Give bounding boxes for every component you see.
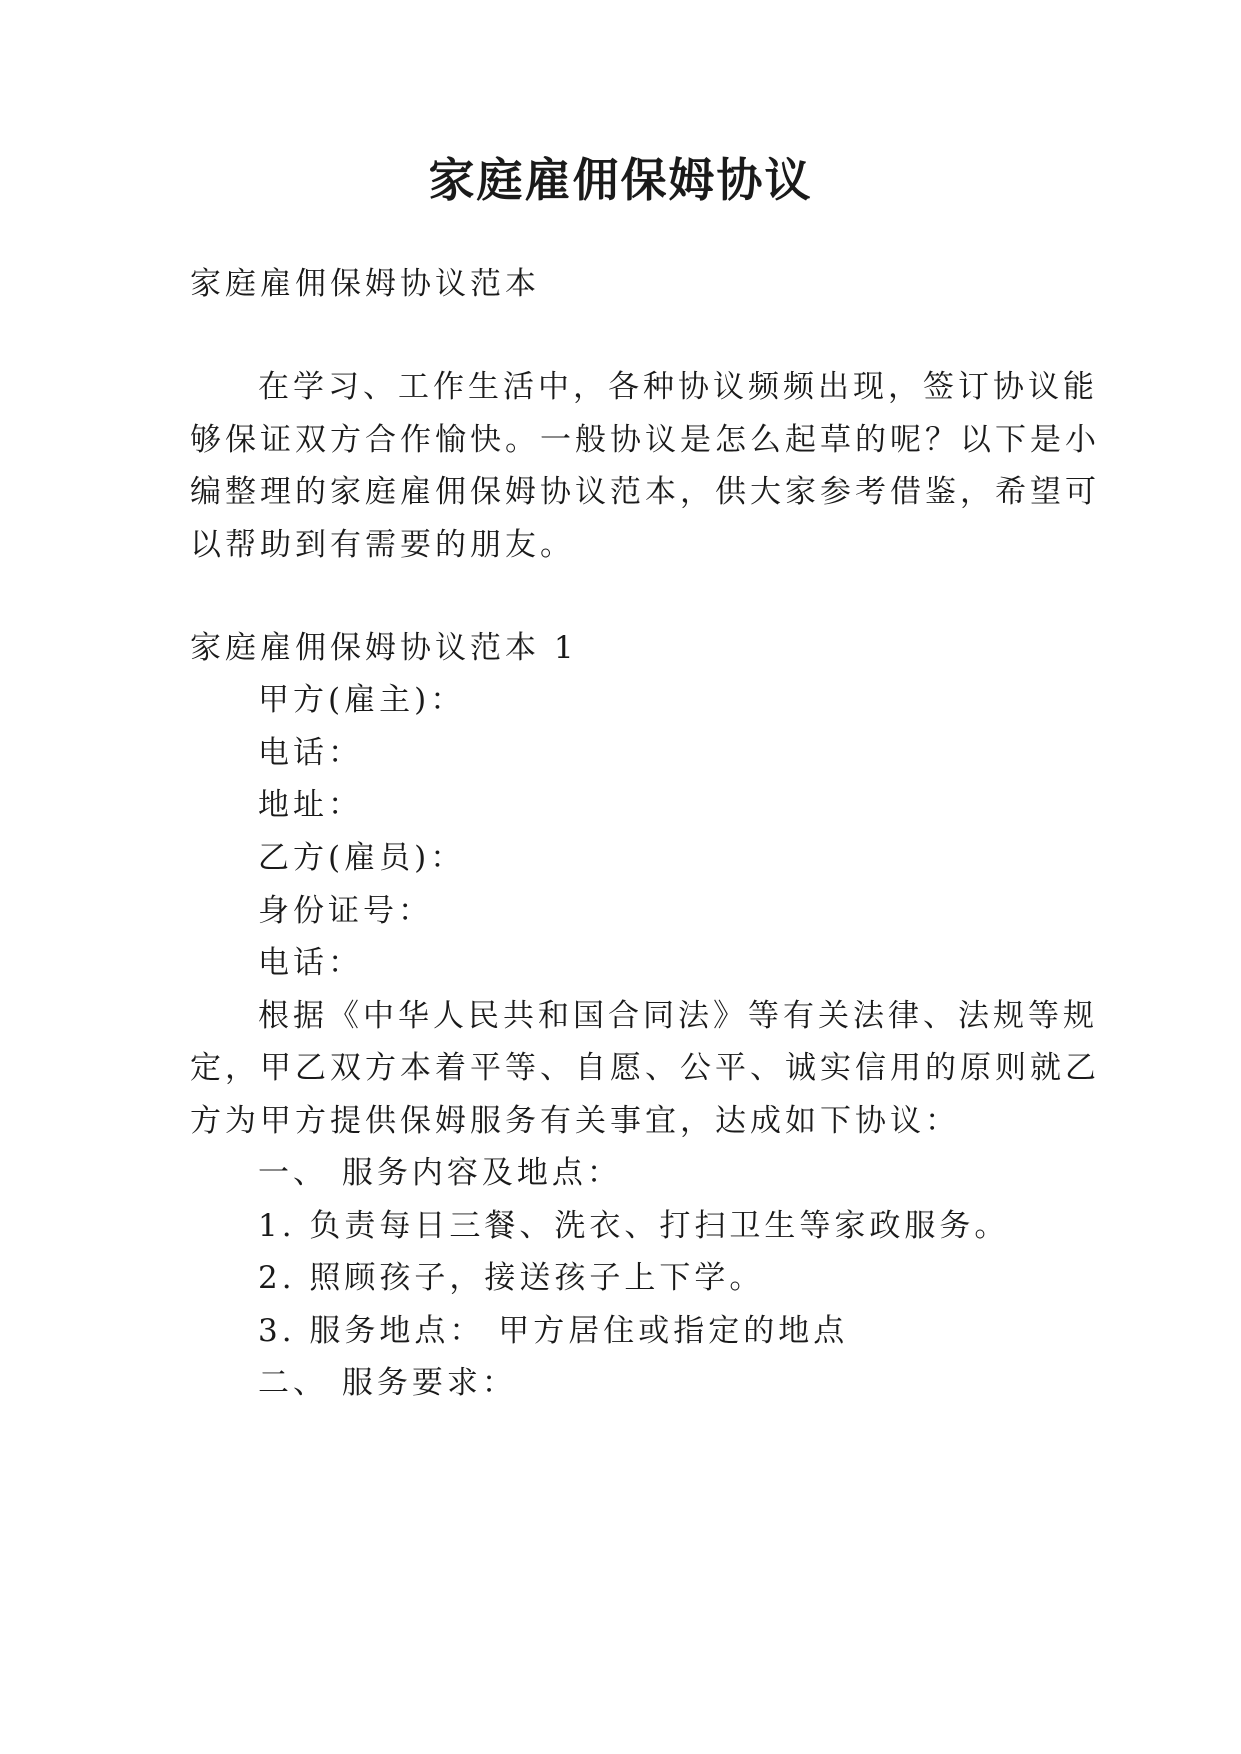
party-b-field: 乙方(雇员)： [258,840,466,876]
clause-1-item-2: 2. 照顾孩子，接送孩子上下学。 [258,1260,765,1296]
clause-1-item-1: 1. 负责每日三餐、洗衣、打扫卫生等家政服务。 [258,1208,1010,1244]
basis-line-3: 方为甲方提供保姆服务有关事宜，达成如下协议： [190,1103,960,1139]
document-title: 家庭雇佣保姆协议 [428,153,813,207]
document-subtitle: 家庭雇佣保姆协议范本 [190,266,540,302]
party-a-address-field: 地址： [258,787,363,823]
clause-1-heading: 一、 服务内容及地点： [258,1155,622,1191]
intro-line-3: 编整理的家庭雇佣保姆协议范本，供大家参考借鉴，希望可 [190,474,1100,510]
section-heading: 家庭雇佣保姆协议范本 1 [190,630,578,666]
basis-line-1: 根据《中华人民共和国合同法》等有关法律、法规等规 [258,998,1098,1034]
party-b-phone-field: 电话： [258,945,363,981]
clause-1-item-3: 3. 服务地点： 甲方居住或指定的地点 [258,1313,849,1349]
intro-line-2: 够保证双方合作愉快。一般协议是怎么起草的呢？以下是小 [190,422,1100,458]
party-a-phone-field: 电话： [258,735,363,771]
intro-line-1: 在学习、工作生活中，各种协议频频出现，签订协议能 [258,369,1098,405]
party-b-id-field: 身份证号： [258,893,433,929]
party-a-field: 甲方(雇主)： [258,682,466,718]
intro-line-4: 以帮助到有需要的朋友。 [190,527,575,563]
basis-line-2: 定，甲乙双方本着平等、自愿、公平、诚实信用的原则就乙 [190,1050,1100,1086]
clause-2-heading: 二、 服务要求： [258,1365,517,1401]
